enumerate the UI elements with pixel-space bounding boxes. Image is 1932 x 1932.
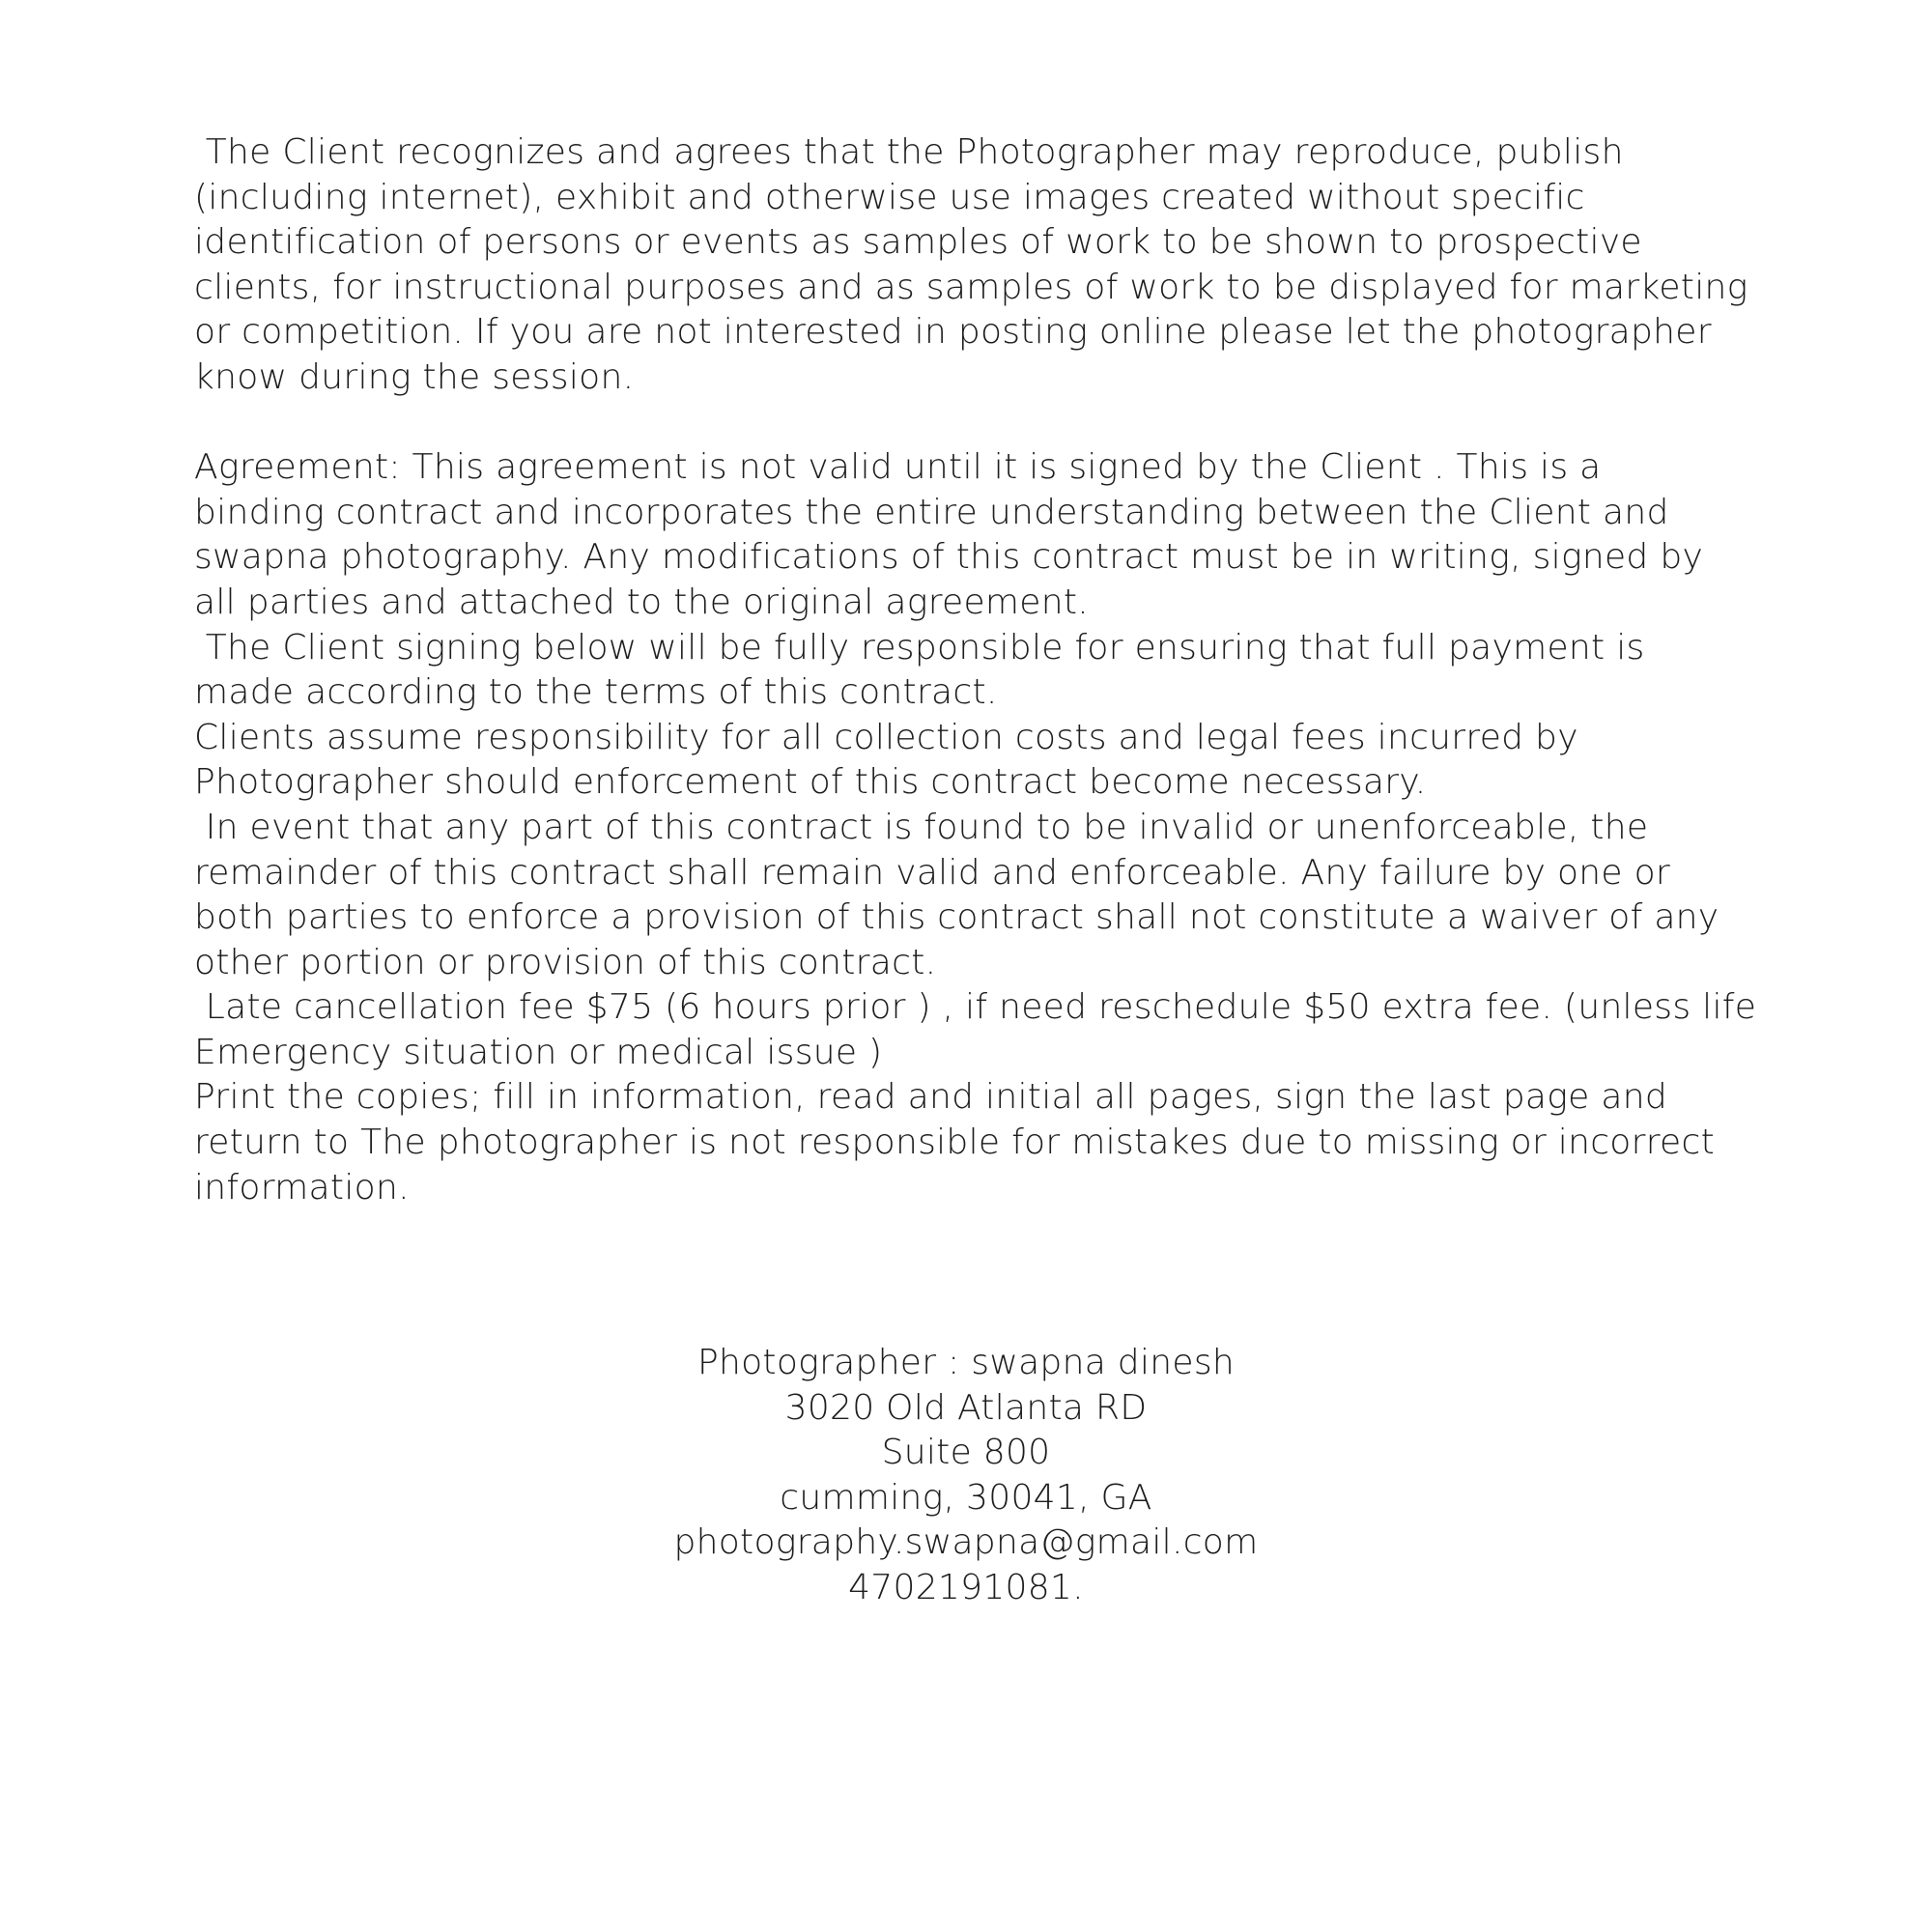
email-address: photography.swapna@gmail.com [673, 1522, 1259, 1563]
text-line: Emergency situation or medical issue ) [194, 1032, 883, 1072]
text-line: know during the session. [194, 356, 635, 397]
text-line: swapna photography. Any modifications of this contract must be in writing, signed by [194, 537, 1704, 578]
text-line: other portion or provision of this contract. [194, 942, 937, 982]
text-line: all parties and attached to the original agreement. [194, 582, 1089, 622]
text-line: remainder of this contract shall remain valid and enforceable. Any failure by one or [194, 852, 1671, 893]
text-line: Photographer should enforcement of this contract become necessary. [194, 762, 1427, 803]
photographer-name: Photographer : swapna dinesh [696, 1343, 1235, 1382]
address-line-1: 3020 Old Atlanta RD [784, 1387, 1148, 1428]
text-line: identification of persons or events as samples of work to be shown to prospective [194, 222, 1642, 263]
usage-rights-paragraph [194, 130, 1798, 401]
text-line: In event that any part of this contract is found to be invalid or unenforceable, the [194, 807, 1649, 847]
phone-number: 4702191081. [848, 1567, 1084, 1607]
text-line: binding contract and incorporates the entire understanding between the Client and [194, 492, 1669, 532]
text-line: information. [194, 1167, 410, 1208]
text-line: The Client recognizes and agrees that the Photographer may reproduce, publish [194, 132, 1624, 172]
photographer-contact-block [0, 1341, 1932, 1611]
text-line: both parties to enforce a provision of this contract shall not constitute a waiver of any [194, 897, 1719, 938]
agreement-paragraph [194, 445, 1798, 1210]
text-line: clients, for instructional purposes and as samples of work to be displayed for marketing [194, 267, 1748, 307]
address-line-2: Suite 800 [881, 1433, 1051, 1473]
text-line: Agreement: This agreement is not valid until it is signed by the Client . This is a [194, 447, 1602, 488]
text-line: Late cancellation fee $75 (6 hours prior ) , if need reschedule $50 extra fee. (unless life [194, 987, 1757, 1028]
text-line: Print the copies; fill in information, read and initial all pages, sign the last page and [194, 1077, 1667, 1118]
city-state-zip: cumming, 30041, GA [780, 1477, 1152, 1518]
text-line: or competition. If you are not interested in posting online please let the photographer [194, 312, 1712, 353]
text-line: Clients assume responsibility for all collection costs and legal fees incurred by [194, 717, 1578, 757]
text-line: The Client signing below will be fully responsible for ensuring that full payment is [194, 627, 1645, 668]
text-line: (including internet), exhibit and otherwise use images created without specific [194, 177, 1585, 217]
contract-body [194, 130, 1798, 1210]
text-line: made according to the terms of this contract. [194, 672, 998, 713]
paragraph-spacer [194, 401, 1798, 446]
text-line: return to The photographer is not responsible for mistakes due to missing or incorrect [194, 1122, 1715, 1163]
